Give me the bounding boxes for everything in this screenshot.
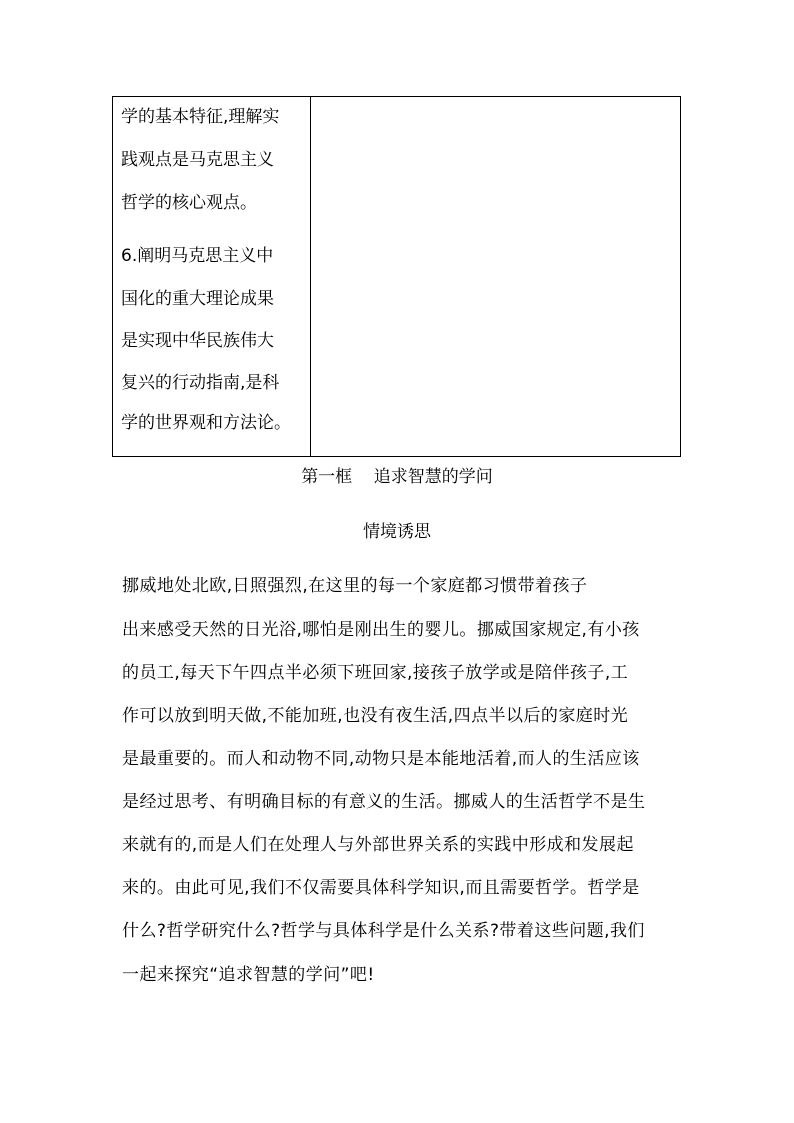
paragraph-line: 出来感受天然的日光浴,哪怕是刚出生的婴儿。挪威国家规定,有小孩 xyxy=(122,620,640,640)
paragraph-line: 是经过思考、有明确目标的有意义的生活。挪威人的生活哲学不是生 xyxy=(122,792,646,812)
section-title: 第一框 追求智慧的学问 xyxy=(301,467,493,487)
paragraph-line: 作可以放到明天做,不能加班,也没有夜生活,四点半以后的家庭时光 xyxy=(122,706,629,726)
objectives-table xyxy=(112,96,681,457)
paragraph-line: 挪威地处北欧,日照强烈,在这里的每一个家庭都习惯带着孩子 xyxy=(122,576,588,596)
table-line: 学的世界观和方法论。 xyxy=(121,413,291,433)
table-line: 6.阐明马克思主义中 xyxy=(121,246,274,266)
table-column-divider xyxy=(310,97,311,456)
paragraph-line: 一起来探究“追求智慧的学问”吧! xyxy=(122,965,375,985)
paragraph-line: 来就有的,而是人们在处理人与外部世界关系的实践中形成和发展起 xyxy=(122,835,634,855)
paragraph-line: 的员工,每天下午四点半必须下班回家,接孩子放学或是陪伴孩子,工 xyxy=(122,663,629,683)
table-line: 复兴的行动指南,是科 xyxy=(121,373,280,393)
paragraph-line: 来的。由此可见,我们不仅需要具体科学知识,而且需要哲学。哲学是 xyxy=(122,878,640,898)
subsection-title: 情境诱思 xyxy=(363,522,431,542)
table-line: 国化的重大理论成果 xyxy=(121,289,274,309)
table-line: 是实现中华民族伟大 xyxy=(121,331,274,351)
table-line: 践观点是马克思主义 xyxy=(121,150,274,170)
table-line: 学的基本特征,理解实 xyxy=(121,107,280,127)
paragraph-line: 是最重要的。而人和动物不同,动物只是本能地活着,而人的生活应该 xyxy=(122,749,640,769)
paragraph-line: 什么?哲学研究什么?哲学与具体科学是什么关系?带着这些问题,我们 xyxy=(122,921,645,941)
table-line: 哲学的核心观点。 xyxy=(121,193,257,213)
